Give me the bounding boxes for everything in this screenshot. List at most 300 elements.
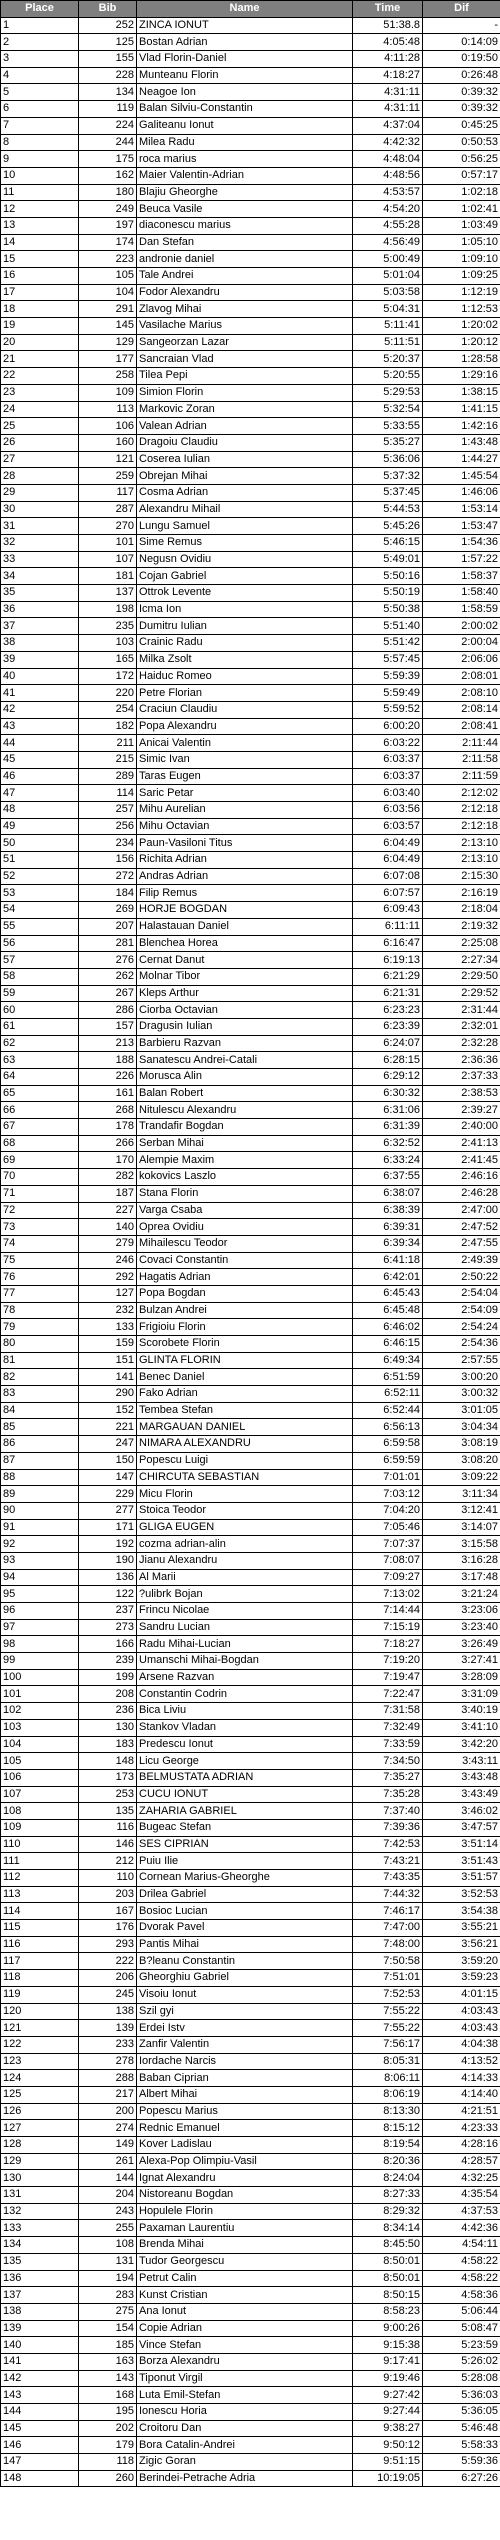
cell-place: 26 <box>1 434 79 451</box>
table-row <box>1 301 500 318</box>
cell-time: 7:09:27 <box>353 1569 423 1586</box>
cell-time: 6:39:34 <box>353 1235 423 1252</box>
cell-dif: 3:42:20 <box>423 1736 500 1753</box>
table-row <box>1 1953 500 1970</box>
table-row <box>1 735 500 752</box>
cell-bib: 192 <box>79 1536 137 1553</box>
cell-bib: 181 <box>79 568 137 585</box>
cell-bib: 194 <box>79 2270 137 2287</box>
cell-bib: 107 <box>79 551 137 568</box>
cell-name: Nistoreanu Bogdan <box>137 2187 353 2204</box>
cell-time: 6:03:37 <box>353 768 423 785</box>
cell-name: Bostan Adrian <box>137 34 353 51</box>
table-row <box>1 1536 500 1553</box>
cell-place: 49 <box>1 818 79 835</box>
cell-time: 6:23:23 <box>353 1002 423 1019</box>
cell-time: 7:52:53 <box>353 1986 423 2003</box>
cell-bib: 148 <box>79 1753 137 1770</box>
cell-name: Tembea Stefan <box>137 1402 353 1419</box>
cell-bib: 283 <box>79 2287 137 2304</box>
cell-name: Frincu Nicolae <box>137 1603 353 1620</box>
header-place[interactable]: Place <box>1 1 79 18</box>
cell-place: 104 <box>1 1736 79 1753</box>
cell-name: Mihu Aurelian <box>137 802 353 819</box>
cell-place: 131 <box>1 2187 79 2204</box>
cell-bib: 113 <box>79 401 137 418</box>
cell-place: 28 <box>1 468 79 485</box>
table-row <box>1 1586 500 1603</box>
cell-bib: 137 <box>79 585 137 602</box>
cell-bib: 160 <box>79 434 137 451</box>
cell-bib: 104 <box>79 284 137 301</box>
cell-bib: 254 <box>79 701 137 718</box>
cell-time: 7:01:01 <box>353 1469 423 1486</box>
cell-dif: 2:29:50 <box>423 968 500 985</box>
table-row <box>1 334 500 351</box>
cell-time: 6:19:13 <box>353 952 423 969</box>
cell-bib: 173 <box>79 1769 137 1786</box>
cell-place: 54 <box>1 902 79 919</box>
cell-bib: 292 <box>79 1269 137 1286</box>
cell-dif: 2:13:10 <box>423 835 500 852</box>
cell-place: 40 <box>1 668 79 685</box>
table-row <box>1 2020 500 2037</box>
cell-place: 119 <box>1 1986 79 2003</box>
table-row <box>1 284 500 301</box>
cell-place: 48 <box>1 802 79 819</box>
cell-time: 5:50:16 <box>353 568 423 585</box>
cell-name: Drilea Gabriel <box>137 1886 353 1903</box>
cell-name: Milka Zsolt <box>137 651 353 668</box>
cell-place: 55 <box>1 918 79 935</box>
cell-bib: 239 <box>79 1653 137 1670</box>
table-row <box>1 2454 500 2471</box>
cell-bib: 168 <box>79 2387 137 2404</box>
table-row <box>1 2187 500 2204</box>
table-row <box>1 1786 500 1803</box>
cell-name: Richita Adrian <box>137 852 353 869</box>
cell-time: 4:55:28 <box>353 217 423 234</box>
cell-dif: 1:05:10 <box>423 234 500 251</box>
cell-time: 5:01:04 <box>353 268 423 285</box>
cell-bib: 204 <box>79 2187 137 2204</box>
cell-name: Cosma Adrian <box>137 484 353 501</box>
cell-time: 8:50:15 <box>353 2287 423 2304</box>
cell-name: Borza Alexandru <box>137 2353 353 2370</box>
cell-time: 51:38.8 <box>353 17 423 34</box>
cell-dif: 6:27:26 <box>423 2470 500 2487</box>
cell-name: Tilea Pepi <box>137 368 353 385</box>
cell-dif: 1:58:37 <box>423 568 500 585</box>
cell-place: 83 <box>1 1386 79 1403</box>
cell-dif: 3:51:57 <box>423 1870 500 1887</box>
cell-time: 5:29:53 <box>353 384 423 401</box>
cell-dif: 4:03:43 <box>423 2003 500 2020</box>
cell-place: 70 <box>1 1169 79 1186</box>
cell-bib: 291 <box>79 301 137 318</box>
cell-dif: 2:47:52 <box>423 1219 500 1236</box>
cell-time: 6:03:22 <box>353 735 423 752</box>
cell-place: 124 <box>1 2070 79 2087</box>
cell-name: Alempie Maxim <box>137 1152 353 1169</box>
cell-bib: 159 <box>79 1336 137 1353</box>
cell-name: Fako Adrian <box>137 1386 353 1403</box>
cell-name: Bulzan Andrei <box>137 1302 353 1319</box>
cell-bib: 227 <box>79 1202 137 1219</box>
cell-time: 6:30:32 <box>353 1085 423 1102</box>
cell-dif: 3:41:10 <box>423 1719 500 1736</box>
cell-dif: 4:54:11 <box>423 2237 500 2254</box>
cell-time: 4:18:27 <box>353 67 423 84</box>
cell-name: Munteanu Florin <box>137 67 353 84</box>
table-row <box>1 117 500 134</box>
header-dif[interactable]: Dif <box>423 1 500 18</box>
table-row <box>1 167 500 184</box>
cell-name: Dan Stefan <box>137 234 353 251</box>
cell-dif: 0:56:25 <box>423 151 500 168</box>
cell-name: Vasilache Marius <box>137 318 353 335</box>
table-row <box>1 318 500 335</box>
cell-dif: 3:00:20 <box>423 1369 500 1386</box>
cell-name: Barbieru Razvan <box>137 1035 353 1052</box>
cell-dif: 5:36:03 <box>423 2387 500 2404</box>
cell-bib: 208 <box>79 1686 137 1703</box>
cell-place: 22 <box>1 368 79 385</box>
table-row <box>1 1069 500 1086</box>
cell-dif: 1:29:16 <box>423 368 500 385</box>
cell-place: 11 <box>1 184 79 201</box>
cell-name: Blajiu Gheorghe <box>137 184 353 201</box>
table-row <box>1 1636 500 1653</box>
cell-place: 106 <box>1 1769 79 1786</box>
cell-name: roca marius <box>137 151 353 168</box>
cell-name: Simic Ivan <box>137 751 353 768</box>
cell-time: 5:35:27 <box>353 434 423 451</box>
cell-bib: 129 <box>79 334 137 351</box>
cell-dif: 3:26:49 <box>423 1636 500 1653</box>
cell-name: Tale Andrei <box>137 268 353 285</box>
cell-dif: 4:58:22 <box>423 2270 500 2287</box>
cell-name: Beuca Vasile <box>137 201 353 218</box>
cell-time: 6:41:18 <box>353 1252 423 1269</box>
cell-bib: 150 <box>79 1452 137 1469</box>
cell-place: 17 <box>1 284 79 301</box>
cell-bib: 117 <box>79 484 137 501</box>
cell-dif: 5:59:36 <box>423 2454 500 2471</box>
cell-time: 6:23:39 <box>353 1018 423 1035</box>
cell-dif: 0:45:25 <box>423 117 500 134</box>
header-row <box>1 1 500 18</box>
cell-place: 21 <box>1 351 79 368</box>
table-row <box>1 2387 500 2404</box>
cell-time: 6:59:59 <box>353 1452 423 1469</box>
cell-name: Kleps Arthur <box>137 985 353 1002</box>
table-row <box>1 768 500 785</box>
cell-name: Vlad Florin-Daniel <box>137 51 353 68</box>
cell-dif: 3:28:09 <box>423 1669 500 1686</box>
cell-dif: 2:37:33 <box>423 1069 500 1086</box>
cell-place: 9 <box>1 151 79 168</box>
cell-name: ZAHARIA GABRIEL <box>137 1803 353 1820</box>
cell-name: CHIRCUTA SEBASTIAN <box>137 1469 353 1486</box>
table-row <box>1 902 500 919</box>
cell-bib: 259 <box>79 468 137 485</box>
table-row <box>1 852 500 869</box>
cell-name: Sanatescu Andrei-Catali <box>137 1052 353 1069</box>
cell-name: Jianu Alexandru <box>137 1552 353 1569</box>
table-row <box>1 1119 500 1136</box>
cell-place: 146 <box>1 2437 79 2454</box>
table-row <box>1 1853 500 1870</box>
cell-time: 8:27:33 <box>353 2187 423 2204</box>
cell-time: 6:56:13 <box>353 1419 423 1436</box>
cell-name: Hagatis Adrian <box>137 1269 353 1286</box>
cell-bib: 200 <box>79 2103 137 2120</box>
cell-time: 7:34:50 <box>353 1753 423 1770</box>
cell-dif: 1:57:22 <box>423 551 500 568</box>
table-row <box>1 585 500 602</box>
table-row <box>1 468 500 485</box>
table-row <box>1 701 500 718</box>
cell-dif: 3:55:21 <box>423 1920 500 1937</box>
cell-time: 7:03:12 <box>353 1486 423 1503</box>
cell-dif: 3:23:40 <box>423 1619 500 1636</box>
cell-place: 46 <box>1 768 79 785</box>
cell-place: 98 <box>1 1636 79 1653</box>
cell-time: 6:49:34 <box>353 1352 423 1369</box>
cell-time: 5:46:15 <box>353 535 423 552</box>
cell-time: 6:09:43 <box>353 902 423 919</box>
cell-dif: 3:11:34 <box>423 1486 500 1503</box>
cell-bib: 185 <box>79 2337 137 2354</box>
table-row <box>1 101 500 118</box>
cell-place: 144 <box>1 2404 79 2421</box>
cell-time: 4:54:20 <box>353 201 423 218</box>
table-row <box>1 1986 500 2003</box>
cell-name: BELMUSTATA ADRIAN <box>137 1769 353 1786</box>
cell-dif: 2:06:06 <box>423 651 500 668</box>
cell-bib: 290 <box>79 1386 137 1403</box>
table-row <box>1 1469 500 1486</box>
cell-place: 92 <box>1 1536 79 1553</box>
header-bib[interactable]: Bib <box>79 1 137 18</box>
table-row <box>1 1252 500 1269</box>
cell-place: 3 <box>1 51 79 68</box>
cell-time: 6:39:31 <box>353 1219 423 1236</box>
cell-dif: 3:14:07 <box>423 1519 500 1536</box>
cell-dif: 2:15:30 <box>423 868 500 885</box>
table-row <box>1 1870 500 1887</box>
cell-bib: 222 <box>79 1953 137 1970</box>
cell-bib: 229 <box>79 1486 137 1503</box>
cell-bib: 119 <box>79 101 137 118</box>
cell-place: 38 <box>1 635 79 652</box>
cell-name: Vince Stefan <box>137 2337 353 2354</box>
table-row <box>1 1102 500 1119</box>
cell-name: Baban Ciprian <box>137 2070 353 2087</box>
cell-name: Lungu Samuel <box>137 518 353 535</box>
cell-dif: 2:57:55 <box>423 1352 500 1369</box>
cell-place: 87 <box>1 1452 79 1469</box>
cell-dif: 2:49:39 <box>423 1252 500 1269</box>
table-row <box>1 1336 500 1353</box>
cell-time: 6:16:47 <box>353 935 423 952</box>
cell-time: 8:45:50 <box>353 2237 423 2254</box>
table-row <box>1 2120 500 2137</box>
cell-bib: 175 <box>79 151 137 168</box>
cell-time: 8:15:12 <box>353 2120 423 2137</box>
cell-name: Constantin Codrin <box>137 1686 353 1703</box>
cell-place: 59 <box>1 985 79 1002</box>
cell-bib: 233 <box>79 2036 137 2053</box>
cell-time: 7:44:32 <box>353 1886 423 1903</box>
cell-place: 84 <box>1 1402 79 1419</box>
cell-place: 63 <box>1 1052 79 1069</box>
cell-bib: 190 <box>79 1552 137 1569</box>
table-row <box>1 1936 500 1953</box>
cell-time: 5:32:54 <box>353 401 423 418</box>
cell-bib: 243 <box>79 2203 137 2220</box>
cell-dif: 3:43:11 <box>423 1753 500 1770</box>
cell-bib: 221 <box>79 1419 137 1436</box>
cell-bib: 277 <box>79 1502 137 1519</box>
cell-place: 64 <box>1 1069 79 1086</box>
cell-bib: 139 <box>79 2020 137 2037</box>
cell-dif: 4:32:25 <box>423 2170 500 2187</box>
table-row <box>1 484 500 501</box>
cell-name: Frigioiu Florin <box>137 1319 353 1336</box>
table-row <box>1 1402 500 1419</box>
cell-place: 97 <box>1 1619 79 1636</box>
cell-place: 45 <box>1 751 79 768</box>
cell-time: 4:48:04 <box>353 151 423 168</box>
cell-bib: 269 <box>79 902 137 919</box>
cell-bib: 281 <box>79 935 137 952</box>
table-row <box>1 2253 500 2270</box>
cell-place: 34 <box>1 568 79 585</box>
table-row <box>1 1502 500 1519</box>
cell-dif: 2:00:02 <box>423 618 500 635</box>
cell-bib: 161 <box>79 1085 137 1102</box>
cell-time: 6:11:11 <box>353 918 423 935</box>
cell-bib: 244 <box>79 134 137 151</box>
table-row <box>1 2086 500 2103</box>
cell-name: Galiteanu Ionut <box>137 117 353 134</box>
cell-bib: 157 <box>79 1018 137 1035</box>
cell-bib: 267 <box>79 985 137 1002</box>
cell-dif: 3:59:23 <box>423 1970 500 1987</box>
cell-name: Crainic Radu <box>137 635 353 652</box>
cell-name: Stankov Vladan <box>137 1719 353 1736</box>
cell-name: Ana Ionut <box>137 2303 353 2320</box>
cell-bib: 177 <box>79 351 137 368</box>
cell-dif: 2:41:45 <box>423 1152 500 1169</box>
cell-place: 143 <box>1 2387 79 2404</box>
cell-bib: 144 <box>79 2170 137 2187</box>
cell-place: 105 <box>1 1753 79 1770</box>
table-row <box>1 2353 500 2370</box>
cell-time: 6:07:57 <box>353 885 423 902</box>
cell-dif: 2:54:04 <box>423 1285 500 1302</box>
table-row <box>1 1719 500 1736</box>
table-row <box>1 968 500 985</box>
table-row <box>1 2370 500 2387</box>
cell-dif: 3:04:34 <box>423 1419 500 1436</box>
table-row <box>1 1452 500 1469</box>
cell-name: Craciun Claudiu <box>137 701 353 718</box>
table-row <box>1 434 500 451</box>
table-row <box>1 2153 500 2170</box>
cell-place: 111 <box>1 1853 79 1870</box>
cell-name: Scorobete Florin <box>137 1336 353 1353</box>
cell-name: andronie daniel <box>137 251 353 268</box>
table-row <box>1 2303 500 2320</box>
cell-place: 125 <box>1 2086 79 2103</box>
cell-place: 101 <box>1 1686 79 1703</box>
cell-name: CUCU IONUT <box>137 1786 353 1803</box>
cell-time: 5:20:55 <box>353 368 423 385</box>
cell-bib: 162 <box>79 167 137 184</box>
table-row <box>1 251 500 268</box>
cell-name: Kunst Cristian <box>137 2287 353 2304</box>
cell-name: Serban Mihai <box>137 1135 353 1152</box>
cell-name: Icma Ion <box>137 601 353 618</box>
cell-dif: 4:13:52 <box>423 2053 500 2070</box>
cell-time: 7:31:58 <box>353 1703 423 1720</box>
table-row <box>1 51 500 68</box>
cell-time: 8:06:19 <box>353 2086 423 2103</box>
cell-bib: 108 <box>79 2237 137 2254</box>
cell-time: 5:20:37 <box>353 351 423 368</box>
cell-name: HORJE BOGDAN <box>137 902 353 919</box>
cell-bib: 223 <box>79 251 137 268</box>
cell-name: Alexa-Pop Olimpiu-Vasil <box>137 2153 353 2170</box>
table-row <box>1 952 500 969</box>
header-time[interactable]: Time <box>353 1 423 18</box>
cell-name: kokovics Laszlo <box>137 1169 353 1186</box>
cell-dif: 3:54:38 <box>423 1903 500 1920</box>
cell-name: Alexandru Mihail <box>137 501 353 518</box>
cell-bib: 176 <box>79 1920 137 1937</box>
table-row <box>1 601 500 618</box>
cell-dif: 0:39:32 <box>423 84 500 101</box>
cell-name: Varga Csaba <box>137 1202 353 1219</box>
table-header <box>1 1 500 18</box>
cell-place: 121 <box>1 2020 79 2037</box>
cell-dif: 3:08:19 <box>423 1436 500 1453</box>
table-row <box>1 818 500 835</box>
cell-name: Licu George <box>137 1753 353 1770</box>
cell-time: 7:19:47 <box>353 1669 423 1686</box>
table-row <box>1 1569 500 1586</box>
cell-place: 43 <box>1 718 79 735</box>
table-row <box>1 201 500 218</box>
table-row <box>1 2287 500 2304</box>
cell-dif: 1:02:41 <box>423 201 500 218</box>
cell-dif: 2:11:44 <box>423 735 500 752</box>
cell-name: Hopulele Florin <box>137 2203 353 2220</box>
cell-name: Nitulescu Alexandru <box>137 1102 353 1119</box>
cell-dif: 1:58:40 <box>423 585 500 602</box>
table-row <box>1 1018 500 1035</box>
cell-dif: 4:14:40 <box>423 2086 500 2103</box>
cell-dif: 3:40:19 <box>423 1703 500 1720</box>
cell-place: 114 <box>1 1903 79 1920</box>
header-name[interactable]: Name <box>137 1 353 18</box>
table-row <box>1 1302 500 1319</box>
cell-time: 6:46:15 <box>353 1336 423 1353</box>
cell-dif: 4:58:36 <box>423 2287 500 2304</box>
